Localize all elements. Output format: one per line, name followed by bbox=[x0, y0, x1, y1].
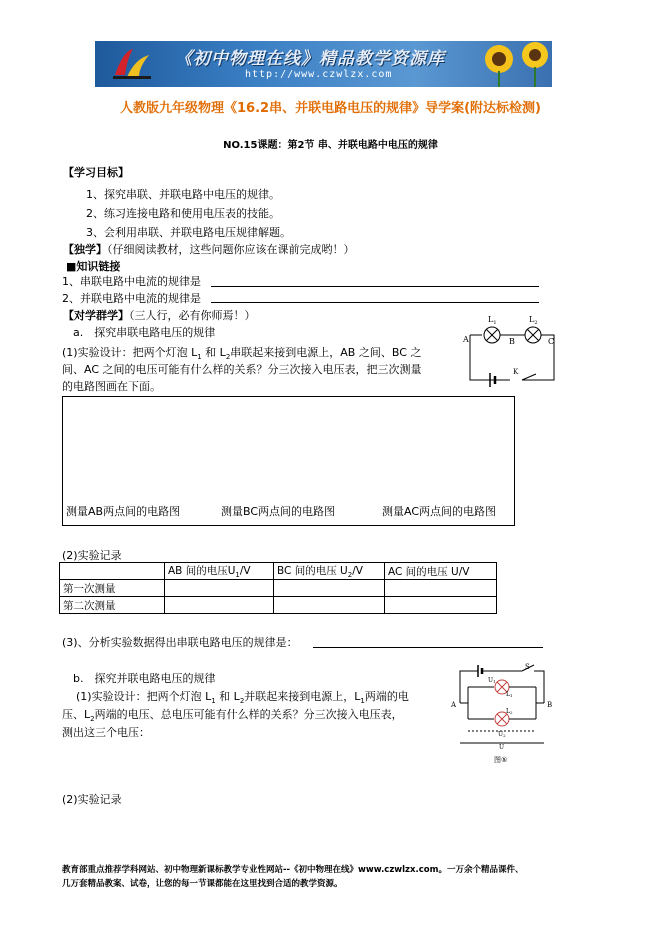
section-a-design-line: 的电路图画在下面。 bbox=[62, 380, 161, 393]
knowledge-question: 2、并联电路中电流的规律是 bbox=[62, 292, 201, 305]
table-header-cell: BC 间的电压 $U_2/V$ bbox=[274, 563, 385, 580]
table-cell[interactable] bbox=[274, 597, 385, 614]
figure-caption: 图⑤ bbox=[494, 756, 508, 764]
lamp-l2-label: $L_2$ bbox=[529, 315, 538, 326]
section-b-design-line: (1)实验设计：把两个灯泡 $L_1$ 和 $L_2$并联起来接到电源上，$L_1$两端的电 bbox=[76, 690, 409, 706]
banner-url[interactable]: http://www.czwlzx.com bbox=[245, 69, 393, 80]
knowledge-question: 1、串联电路中电流的规律是 bbox=[62, 275, 201, 288]
table-row bbox=[60, 580, 497, 597]
drawing-caption: 测量BC两点间的电路图 bbox=[221, 505, 336, 518]
pair-study-hint: （三人行，必有你师焉！） bbox=[129, 309, 256, 322]
section-a-design-line: 间、AC 之间的电压可能有什么样的关系？分三次接入电压表，把三次测量 bbox=[62, 363, 422, 376]
switch-s-label: S bbox=[525, 663, 530, 671]
pair-study-heading: 【对学群学】 bbox=[63, 309, 129, 322]
sunflower-icon bbox=[481, 41, 517, 87]
node-a-label: A bbox=[463, 335, 469, 344]
goal-item: 1、探究串联、并联电路中电压的规律。 bbox=[86, 188, 280, 201]
footer-line: 教育部重点推荐学科网站、初中物理新课标教学专业性网站--《初中物理在线》www.czwlzx.com。一万余个精品课件、 bbox=[62, 865, 524, 875]
table-cell[interactable] bbox=[165, 597, 274, 614]
series-record-table bbox=[59, 562, 497, 614]
self-study-hint: （仔细阅读教材，这些问题你应该在课前完成哟！） bbox=[107, 243, 355, 256]
answer-line[interactable] bbox=[313, 647, 543, 648]
table-cell[interactable] bbox=[274, 580, 385, 597]
section-b-record-title: (2)实验记录 bbox=[62, 793, 122, 806]
switch-k-label: K bbox=[513, 368, 519, 376]
drawing-caption: 测量AB两点间的电路图 bbox=[66, 505, 181, 518]
drawing-caption: 测量AC两点间的电路图 bbox=[382, 505, 497, 518]
table-header-cell: AB 间的电压$U_1/V$ bbox=[165, 563, 274, 580]
self-study-line bbox=[63, 241, 355, 257]
section-a-analysis: (3)、分析实验数据得出串联电路电压的规律是： bbox=[62, 636, 298, 649]
lesson-title: NO.15课题：第2节 串、并联电路中电压的规律 bbox=[223, 140, 438, 151]
section-b-design-line: 压、$L_2$两端的电压、总电压可能有什么样的关系？分三次接入电压表， bbox=[62, 708, 403, 724]
goals-heading: 【学习目标】 bbox=[63, 166, 129, 179]
table-header-cell: AC 间的电压 U/V bbox=[385, 563, 497, 580]
section-a-design-line: (1)实验设计：把两个灯泡 $L_1$ 和 $L_2$串联起来接到电源上，AB 之间、BC 之 bbox=[62, 346, 422, 362]
header-banner bbox=[95, 41, 552, 87]
table-cell[interactable] bbox=[385, 580, 497, 597]
answer-line[interactable] bbox=[211, 286, 539, 287]
table-cell[interactable] bbox=[165, 580, 274, 597]
table-header-row bbox=[60, 563, 497, 580]
table-row bbox=[60, 597, 497, 614]
site-logo-icon bbox=[109, 45, 155, 83]
section-b-title: b. 探究并联电路电压的规律 bbox=[73, 672, 216, 685]
parallel-circuit-diagram bbox=[448, 663, 556, 767]
sunflower-icon bbox=[515, 41, 551, 87]
u2-label: U2 bbox=[498, 731, 506, 738]
table-header-cell bbox=[60, 563, 165, 580]
section-b-design-line: 测出这三个电压： bbox=[62, 726, 150, 739]
pair-study-line bbox=[63, 307, 256, 323]
knowledge-heading: ■知识链接 bbox=[66, 260, 121, 273]
lamp-l1-label: L1 bbox=[506, 691, 513, 698]
goal-item: 2、练习连接电路和使用电压表的技能。 bbox=[86, 207, 280, 220]
footer-line: 几万套精品教案、试卷，让您的每一节课都能在这里找到合适的教学资源。 bbox=[62, 879, 343, 889]
section-a-title: a. 探究串联电路电压的规律 bbox=[73, 326, 216, 339]
u-total-label: U bbox=[499, 744, 505, 751]
table-cell[interactable] bbox=[385, 597, 497, 614]
table-row-label: 第二次测量 bbox=[60, 597, 165, 614]
self-study-heading: 【独学】 bbox=[63, 243, 107, 256]
node-b-label: B bbox=[509, 337, 515, 346]
node-b-label: B bbox=[547, 701, 553, 709]
section-a-record-title: (2)实验记录 bbox=[62, 549, 122, 562]
answer-line[interactable] bbox=[211, 302, 539, 303]
goal-item: 3、会利用串联、并联电路电压规律解题。 bbox=[86, 226, 291, 239]
series-circuit-diagram bbox=[462, 310, 562, 388]
table-row-label: 第一次测量 bbox=[60, 580, 165, 597]
node-c-label: C bbox=[548, 337, 555, 346]
node-a-label: A bbox=[451, 701, 457, 709]
page-title: 人教版九年级物理《16.2串、并联电路电压的规律》导学案(附达标检测) bbox=[120, 101, 541, 116]
lamp-l1-label: $L_1$ bbox=[488, 315, 497, 326]
u1-label: U1 bbox=[488, 677, 496, 684]
banner-title: 《初中物理在线》精品教学资源库 bbox=[175, 49, 445, 69]
page-footer bbox=[62, 863, 523, 891]
lamp-l2-label: L2 bbox=[506, 708, 513, 715]
